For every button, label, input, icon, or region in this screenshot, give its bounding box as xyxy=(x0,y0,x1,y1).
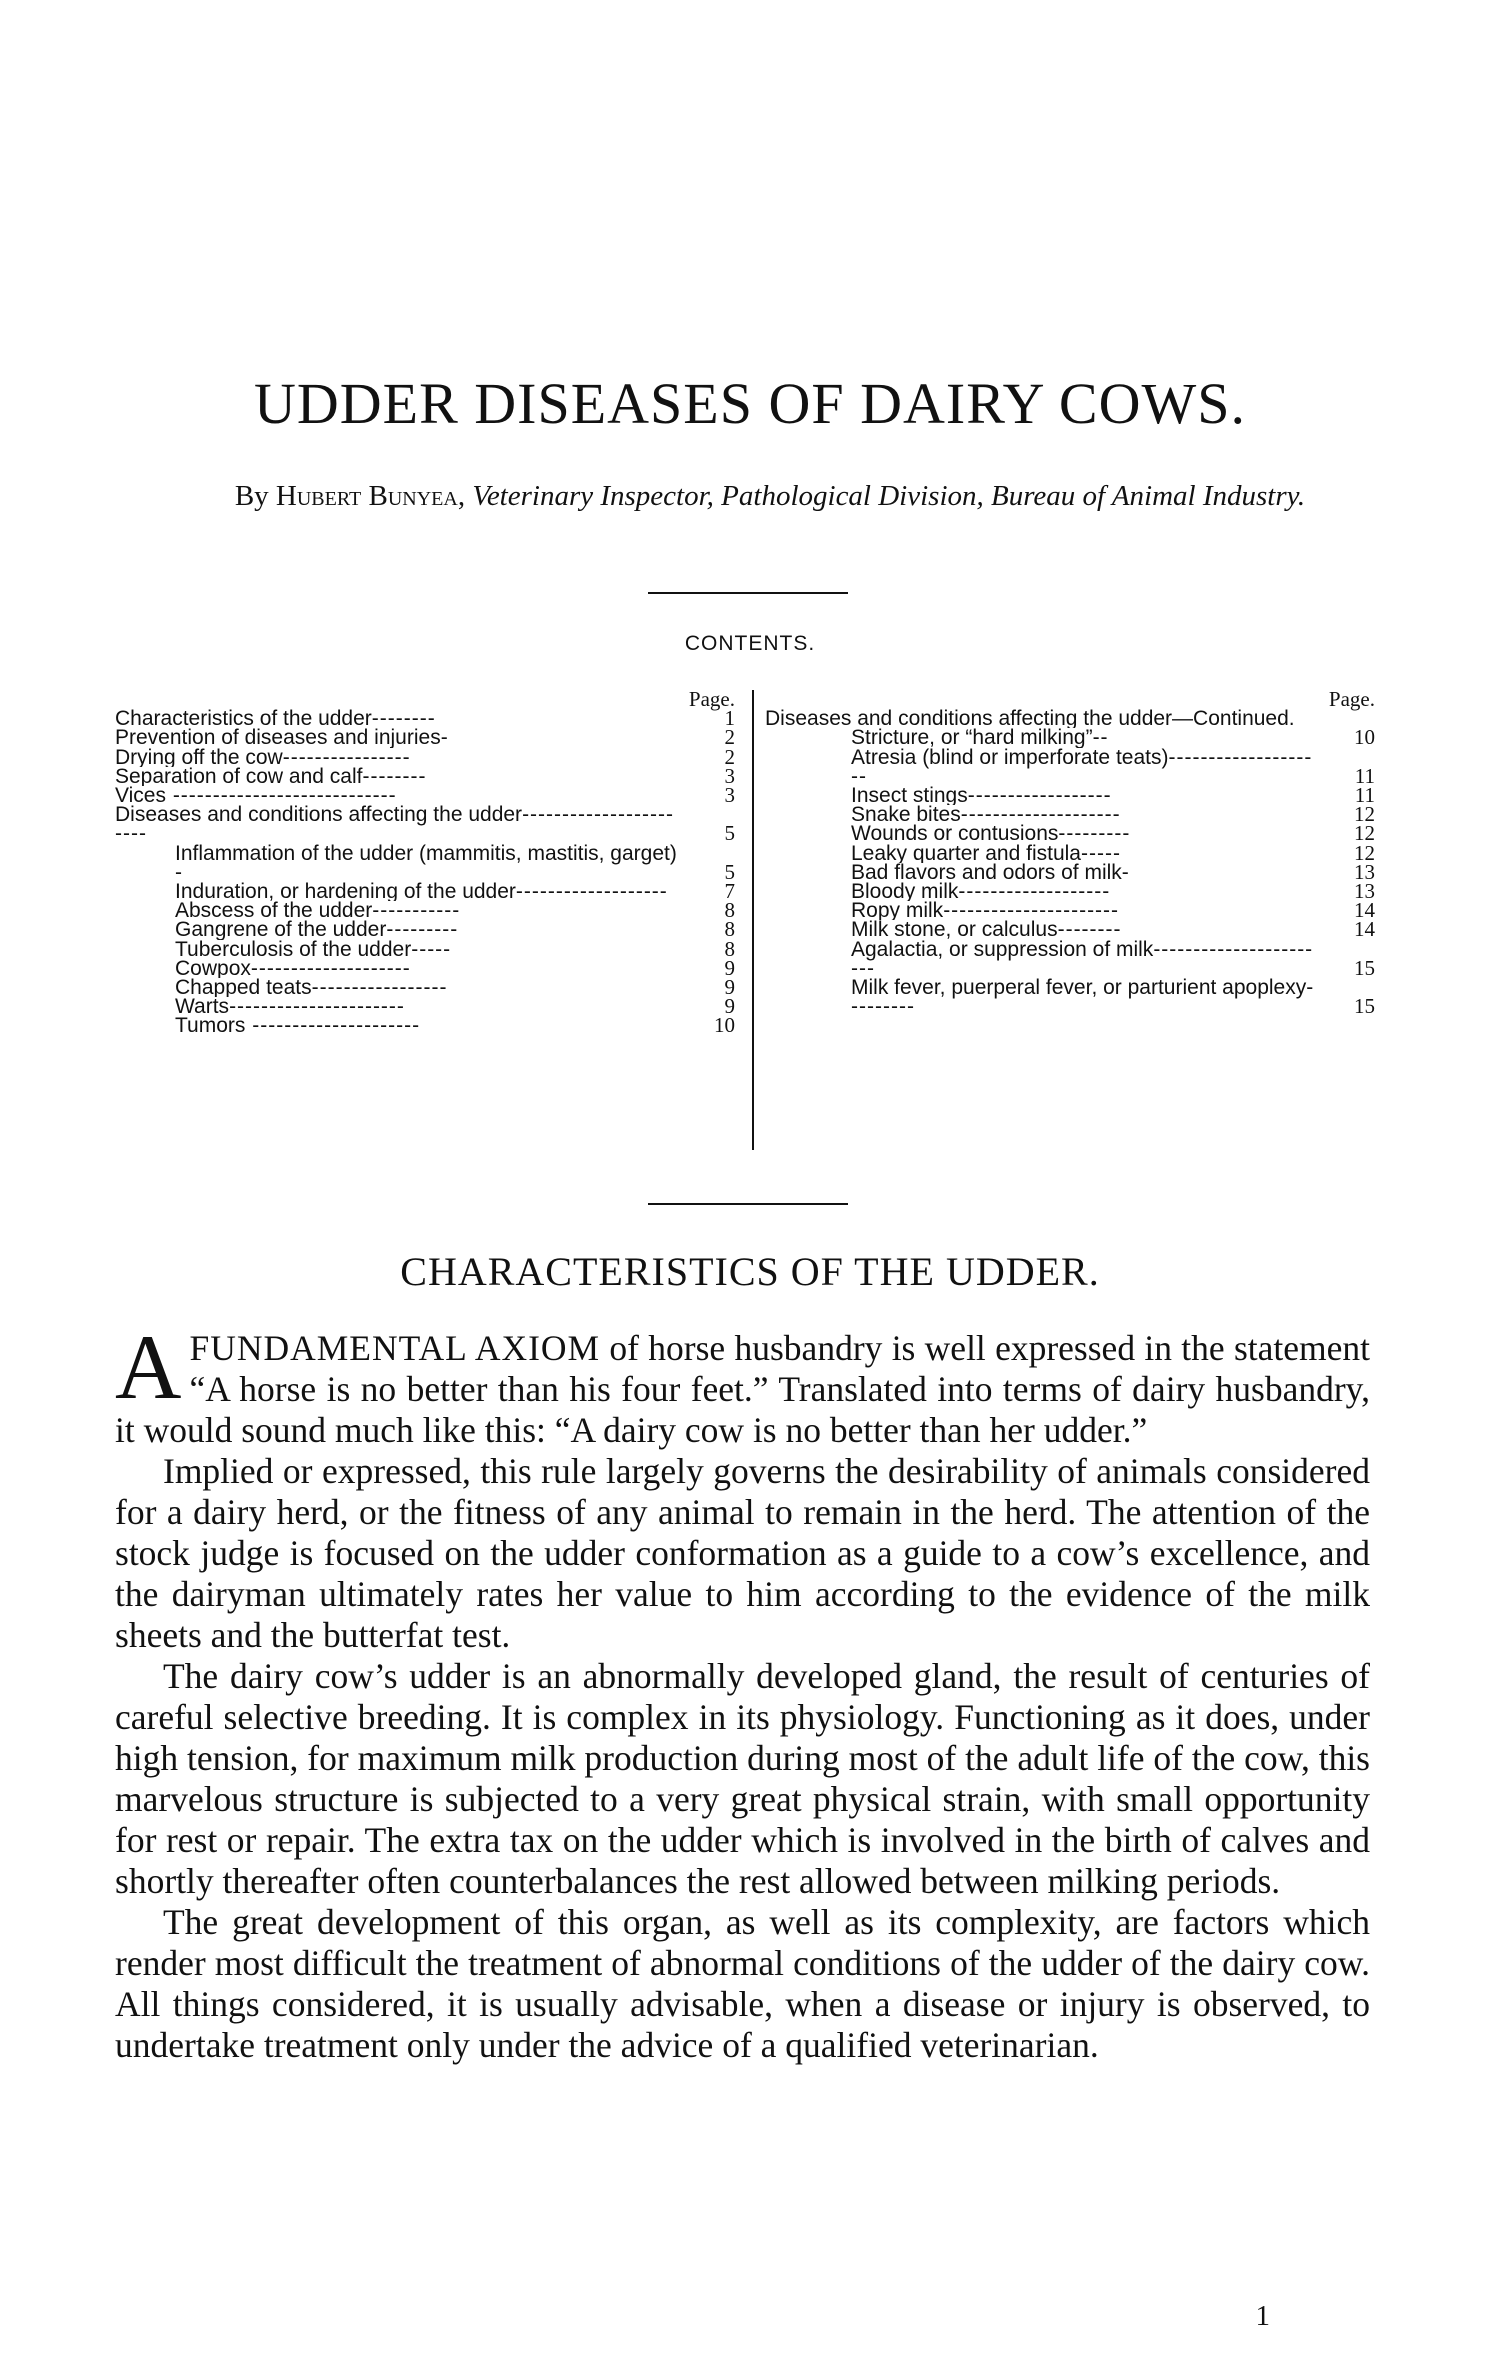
toc-right-column xyxy=(765,687,1375,1019)
toc-entry[interactable]: Abscess of the udder----------- 8 xyxy=(175,898,735,923)
toc-entry[interactable]: Warts---------------------- 9 xyxy=(175,994,735,1019)
contents-divider xyxy=(648,1203,848,1205)
toc-entry-page: 3 xyxy=(724,763,735,788)
toc-entry-page: 15 xyxy=(1354,955,1375,980)
toc-entry[interactable]: Gangrene of the udder--------- 8 xyxy=(175,917,735,942)
toc-entry-page: 8 xyxy=(724,917,735,942)
toc-entry-page: 5 xyxy=(724,859,735,884)
toc-entry-text: Characteristics of the udder xyxy=(115,709,372,729)
toc-entry-text: Snake bites xyxy=(851,805,961,825)
toc-entry-text: Chapped teats xyxy=(175,978,312,998)
toc-entry-text: Agalactia, or suppression of milk xyxy=(851,939,1154,961)
toc-page-label: Page. xyxy=(688,687,735,711)
toc-entry-text: Abscess of the udder xyxy=(175,901,373,921)
paragraph: The great development of this organ, as well as its complexity, are factors which render most difficult the treatment of abnormal conditions of the udder of the dairy cow. All things considered, it is usually advisable, when a disease or injury is observed, to undertake treatment only under the advice of a qualified veterinarian. xyxy=(115,1902,1370,2065)
toc-entry[interactable]: Tumors --------------------- 10 xyxy=(175,1013,735,1038)
toc-entry-text: Milk stone, or calculus xyxy=(851,920,1058,940)
contents-heading: CONTENTS. xyxy=(684,632,816,655)
toc-group-heading-text: Diseases and conditions affecting the udder—Continued. xyxy=(765,709,1295,729)
toc-column-divider xyxy=(752,690,754,1150)
toc-page-label: Page. xyxy=(1328,687,1375,711)
toc-entry-text: Warts xyxy=(175,997,230,1017)
toc-entry[interactable]: Inflammation of the udder (mammitis, mastitis, garget) - 5 xyxy=(175,843,735,884)
toc-entry-text: Cowpox xyxy=(175,958,251,979)
toc-entry-text: Wounds or contusions xyxy=(851,824,1059,844)
toc-entry-page: 13 xyxy=(1354,879,1375,904)
body-text xyxy=(115,1316,1370,2066)
toc-entry-page: 14 xyxy=(1354,898,1375,923)
page-number: 1 xyxy=(1255,2300,1270,2332)
paragraph: The dairy cow’s udder is an abnormally developed gland, the result of centuries of careful selective breeding. It is complex in its physiology. Functioning as it does, under high tension, for maximum milk production during most of the adult life of the cow, this marvelous structure is subjected to a very great physical strain, with small opportunity for rest or repair. The extra tax on the udder which is involved in the birth of calves and shortly thereafter often counterbalances the rest allowed between milking periods. xyxy=(115,1656,1370,1901)
section-heading: CHARACTERISTICS OF THE UDDER. xyxy=(400,1249,1100,1294)
toc-entry-page: 13 xyxy=(1354,859,1375,884)
toc-entry-page: 12 xyxy=(1354,802,1375,827)
toc-entry-text: Prevention of diseases and injuries xyxy=(115,728,441,748)
toc-entry-page: 10 xyxy=(1354,725,1375,750)
toc-entry-page: 10 xyxy=(714,1013,735,1038)
toc-entry-page: 2 xyxy=(724,744,735,769)
toc-entry-page: 9 xyxy=(724,955,735,980)
toc-entry-text: Tuberculosis of the udder xyxy=(175,939,412,959)
toc-entry[interactable]: Agalactia, or suppression of milk----------------------- 15 xyxy=(851,939,1375,980)
toc-entry-page: 12 xyxy=(1354,821,1375,846)
toc-entry[interactable]: Tuberculosis of the udder----- 8 xyxy=(175,936,735,961)
toc-entry-page: 9 xyxy=(724,975,735,1000)
toc-entry-text: Milk fever, puerperal fever, or parturient apoplexy xyxy=(851,978,1307,1000)
toc-entry[interactable]: Stricture, or “hard milking”-- 10 xyxy=(851,725,1375,750)
byline-author: Hubert Bunyea xyxy=(275,480,458,512)
toc-entry[interactable]: Characteristics of the udder-------- 1 xyxy=(115,706,735,731)
toc-entry-text: Drying off the cow xyxy=(115,747,283,767)
page-title: UDDER DISEASES OF DAIRY COWS. xyxy=(253,371,1246,436)
toc-entry[interactable]: Vices ---------------------------- 3 xyxy=(115,783,735,807)
toc-entry[interactable]: Diseases and conditions affecting the udder----------------------- 5 xyxy=(115,805,735,846)
toc-entry-page: 8 xyxy=(724,898,735,923)
toc-entry[interactable]: Insect stings------------------ 11 xyxy=(851,783,1375,807)
toc-entry-text: Tumors xyxy=(175,1016,246,1036)
toc-entry-text: Gangrene of the udder xyxy=(175,920,387,940)
toc-entry-page: 5 xyxy=(724,821,735,846)
toc-left-column xyxy=(115,687,735,1038)
toc-entry[interactable]: Induration, or hardening of the udder------------------- 7 xyxy=(175,879,735,904)
toc-entry-page: 2 xyxy=(724,725,735,750)
toc-entry-text: Stricture, or “hard milking” xyxy=(851,728,1093,748)
toc-entry-page: 12 xyxy=(1354,840,1375,865)
toc-entry-text: Bloody milk xyxy=(851,882,959,902)
toc-entry-text: Vices xyxy=(115,786,166,806)
toc-entry[interactable]: Cowpox-------------------- 9 xyxy=(175,955,735,980)
drop-cap: A xyxy=(115,1316,182,1418)
toc-entry-page: 1 xyxy=(724,706,735,731)
paragraph-text: of horse husbandry is well expressed in the statement “A horse is no better than his four feet.” Translated into terms of dairy husbandry, it would sound much like this: “A dairy cow is no better than her udder.” xyxy=(115,1328,1370,1450)
toc-entry[interactable]: Bad flavors and odors of milk- 13 xyxy=(851,859,1375,884)
toc-group-heading xyxy=(765,709,1375,728)
byline-prefix: By xyxy=(234,480,269,512)
toc-entry-text: Diseases and conditions affecting the udder xyxy=(115,805,523,827)
paragraph-lead-caps: FUNDAMENTAL AXIOM xyxy=(189,1328,601,1368)
toc-entry[interactable]: Milk fever, puerperal fever, or parturient apoplexy--------- 15 xyxy=(851,978,1375,1019)
toc-entry[interactable]: Separation of cow and calf-------- 3 xyxy=(115,763,735,788)
toc-entry[interactable]: Bloody milk------------------- 13 xyxy=(851,879,1375,904)
toc-entry-text: Inflammation of the udder (mammitis, mastitis, garget) xyxy=(175,843,677,865)
toc-entry[interactable]: Drying off the cow---------------- 2 xyxy=(115,744,735,769)
toc-entry-text: Bad flavors and odors of milk xyxy=(851,862,1122,883)
byline: By Hubert Bunyea, Veterinary Inspector, Pathological Division, Bureau of Animal Industry. xyxy=(234,480,1306,512)
paragraph xyxy=(115,1316,1370,1451)
paragraph: Implied or expressed, this rule largely governs the desirability of animals considered for a dairy herd, or the fitness of any animal to remain in the herd. The attention of the stock judge is focused on the udder conformation as a guide to a cow’s excellence, and the dairyman ultimately rates her value to him according to the evidence of the milk sheets and the butterfat test. xyxy=(115,1451,1370,1655)
toc-entry-page: 7 xyxy=(724,879,735,904)
toc-entry-page: 8 xyxy=(724,936,735,961)
toc-entry-page: 14 xyxy=(1354,917,1375,942)
toc-entry[interactable]: Chapped teats----------------- 9 xyxy=(175,975,735,1000)
toc-entry-page: 11 xyxy=(1354,763,1375,788)
byline-role: Veterinary Inspector, Pathological Division, Bureau of Animal Industry. xyxy=(472,480,1306,512)
toc-entry-text: Atresia (blind or imperforate teats) xyxy=(851,747,1169,769)
toc-entry-page: 9 xyxy=(724,994,735,1019)
toc-entry-page: 11 xyxy=(1354,783,1375,807)
title-divider xyxy=(648,592,848,594)
toc-entry[interactable]: Wounds or contusions--------- 12 xyxy=(851,821,1375,846)
toc-entry[interactable]: Milk stone, or calculus-------- 14 xyxy=(851,917,1375,942)
toc-entry-text: Separation of cow and calf xyxy=(115,766,363,786)
toc-entry[interactable]: Ropy milk---------------------- 14 xyxy=(851,898,1375,923)
toc-entry[interactable]: Prevention of diseases and injuries- 2 xyxy=(115,725,735,750)
toc-entry-text: Ropy milk xyxy=(851,901,944,921)
toc-entry[interactable]: Snake bites-------------------- 12 xyxy=(851,802,1375,827)
toc-entry-text: Induration, or hardening of the udder xyxy=(175,882,516,902)
toc-entry-page: 3 xyxy=(724,783,735,807)
toc-entry-text: Insect stings xyxy=(851,786,968,806)
toc-entry-page: 15 xyxy=(1354,994,1375,1019)
toc-entry[interactable]: Atresia (blind or imperforate teats)-------------------- 11 xyxy=(851,747,1375,788)
toc-entry-text: Leaky quarter and fistula xyxy=(851,843,1081,863)
toc-entry[interactable]: Leaky quarter and fistula----- 12 xyxy=(851,840,1375,865)
